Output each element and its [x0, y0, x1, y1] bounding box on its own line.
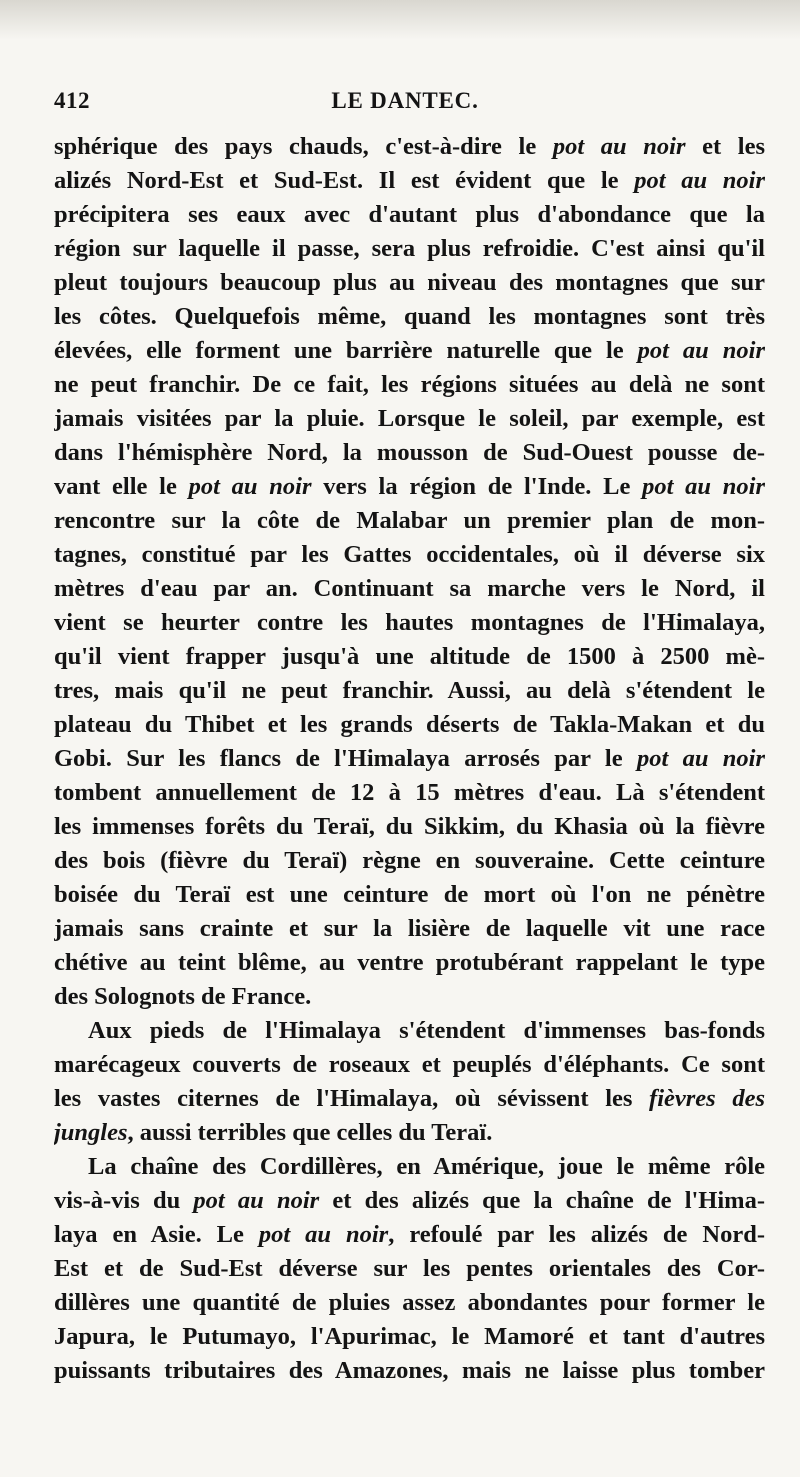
- text-run: les vastes citernes de l'Himalaya, où sévissent les: [54, 1085, 650, 1112]
- running-title: LE DANTEC.: [331, 88, 479, 113]
- text-line: [54, 912, 765, 946]
- text-run: dans l'hémisphère Nord, la mousson de Sud-Ouest pousse de-: [54, 439, 765, 466]
- text-run: jamais sans crainte et sur la lisière de laquelle vit une race: [54, 915, 765, 942]
- text-line: [54, 232, 765, 266]
- text-line: [54, 538, 765, 572]
- text-line: [54, 708, 765, 742]
- text-line: [54, 674, 765, 708]
- text-line: [54, 504, 765, 538]
- text-line: [54, 946, 765, 980]
- text-run: , aussi terribles que celles du Teraï.: [127, 1119, 493, 1146]
- text-line: [54, 844, 765, 878]
- italic-phrase: fièvres des: [649, 1085, 765, 1112]
- text-run: pleut toujours beaucoup plus au niveau des montagnes que sur: [54, 269, 765, 296]
- text-run: dillères une quantité de pluies assez abondantes pour former le: [54, 1289, 765, 1316]
- text-line: [54, 402, 765, 436]
- text-run: et les: [685, 133, 765, 160]
- text-run: Gobi. Sur les flancs de l'Himalaya arrosés par le: [54, 745, 637, 772]
- italic-phrase: pot au noir: [552, 133, 686, 160]
- text-run: Est et de Sud-Est déverse sur les pentes orientales des Cor-: [54, 1255, 765, 1282]
- body-text: [54, 130, 765, 1388]
- text-line: [54, 1014, 765, 1048]
- text-run: puissants tributaires des Amazones, mais ne laisse plus tomber: [54, 1357, 765, 1384]
- text-run: les immenses forêts du Teraï, du Sikkim, du Khasia où la fièvre: [54, 813, 765, 840]
- text-line: [54, 164, 765, 198]
- text-run: tombent annuellement de 12 à 15 mètres d'eau. Là s'étendent: [54, 779, 765, 806]
- text-run: laya en Asie. Le: [54, 1221, 259, 1248]
- text-run: sphérique des pays chauds, c'est-à-dire le: [54, 133, 553, 160]
- text-run: et des alizés que la chaîne de l'Hima-: [319, 1187, 765, 1214]
- text-run: région sur laquelle il passe, sera plus refroidie. C'est ainsi qu'il: [54, 235, 765, 262]
- text-line: [54, 368, 765, 402]
- text-line: [54, 1150, 765, 1184]
- italic-phrase: jungles: [54, 1119, 128, 1146]
- text-run: Aux pieds de l'Himalaya s'étendent d'immenses bas-fonds: [88, 1017, 765, 1044]
- text-line: [54, 1218, 765, 1252]
- text-line: [54, 980, 765, 1014]
- text-line: [54, 130, 765, 164]
- italic-phrase: pot au noir: [637, 337, 765, 364]
- text-run: plateau du Thibet et les grands déserts de Takla-Makan et du: [54, 711, 765, 738]
- text-line: [54, 640, 765, 674]
- text-run: des bois (fièvre du Teraï) règne en souveraine. Cette ceinture: [54, 847, 765, 874]
- text-run: Japura, le Putumayo, l'Apurimac, le Mamoré et tant d'autres: [54, 1323, 765, 1350]
- scan-edge-shadow: [0, 0, 800, 40]
- text-line: [54, 198, 765, 232]
- text-run: rencontre sur la côte de Malabar un premier plan de mon-: [54, 507, 765, 534]
- text-line: [54, 1320, 765, 1354]
- page-number: 412: [54, 88, 90, 113]
- text-run: jamais visitées par la pluie. Lorsque le soleil, par exemple, est: [54, 405, 765, 432]
- text-run: alizés Nord-Est et Sud-Est. Il est évident que le: [54, 167, 635, 194]
- text-run: marécageux couverts de roseaux et peuplés d'éléphants. Ce sont: [54, 1051, 765, 1078]
- text-line: [54, 810, 765, 844]
- text-line: [54, 606, 765, 640]
- page-header: [54, 88, 756, 122]
- italic-phrase: pot au noir: [642, 473, 765, 500]
- text-line: [54, 436, 765, 470]
- text-line: [54, 742, 765, 776]
- text-run: boisée du Teraï est une ceinture de mort où l'on ne pénètre: [54, 881, 765, 908]
- text-line: [54, 572, 765, 606]
- text-run: les côtes. Quelquefois même, quand les montagnes sont très: [54, 303, 765, 330]
- text-line: [54, 300, 765, 334]
- italic-phrase: pot au noir: [258, 1221, 389, 1248]
- text-run: vant elle le: [54, 473, 189, 500]
- text-run: tres, mais qu'il ne peut franchir. Aussi, au delà s'étendent le: [54, 677, 765, 704]
- text-line: [54, 1082, 765, 1116]
- italic-phrase: pot au noir: [636, 745, 765, 772]
- text-line: [54, 1184, 765, 1218]
- text-run: des Solognots de France.: [54, 983, 312, 1010]
- text-line: [54, 878, 765, 912]
- text-line: [54, 1116, 765, 1150]
- text-run: vis-à-vis du: [54, 1187, 194, 1214]
- text-run: chétive au teint blême, au ventre protubérant rappelant le type: [54, 949, 765, 976]
- italic-phrase: pot au noir: [188, 473, 312, 500]
- text-run: tagnes, constitué par les Gattes occidentales, où il déverse six: [54, 541, 765, 568]
- text-line: [54, 1048, 765, 1082]
- text-line: [54, 776, 765, 810]
- text-run: , refoulé par les alizés de Nord-: [388, 1221, 765, 1248]
- text-run: précipitera ses eaux avec d'autant plus d'abondance que la: [54, 201, 765, 228]
- text-run: mètres d'eau par an. Continuant sa marche vers le Nord, il: [54, 575, 765, 602]
- text-line: [54, 1252, 765, 1286]
- italic-phrase: pot au noir: [193, 1187, 320, 1214]
- text-line: [54, 1354, 765, 1388]
- text-line: [54, 470, 765, 504]
- text-line: [54, 334, 765, 368]
- text-run: ne peut franchir. De ce fait, les régions situées au delà ne sont: [54, 371, 765, 398]
- text-run: qu'il vient frapper jusqu'à une altitude de 1500 à 2500 mè-: [54, 643, 765, 670]
- text-line: [54, 1286, 765, 1320]
- italic-phrase: pot au noir: [634, 167, 765, 194]
- text-run: La chaîne des Cordillères, en Amérique, joue le même rôle: [88, 1153, 765, 1180]
- text-run: vient se heurter contre les hautes montagnes de l'Himalaya,: [54, 609, 765, 636]
- text-line: [54, 266, 765, 300]
- text-run: vers la région de l'Inde. Le: [311, 473, 643, 500]
- text-run: élevées, elle forment une barrière naturelle que le: [54, 337, 638, 364]
